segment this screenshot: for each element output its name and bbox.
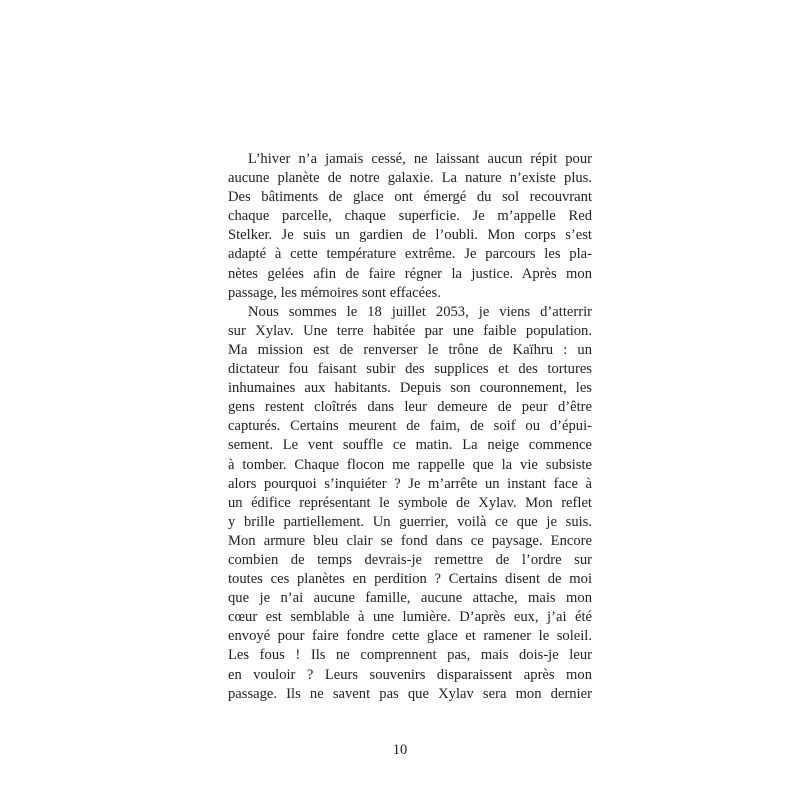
text-line: que je n’ai aucune famille, aucune attache, mais mon xyxy=(228,590,592,607)
text-line: gens restent cloîtrés dans leur demeure de peur d’être xyxy=(228,399,592,416)
text-line: combien de temps devrais-je remettre de l’ordre sur xyxy=(228,551,592,568)
text-line: L’hiver n’a jamais cessé, ne laissant aucun répit pour xyxy=(248,151,592,167)
text-line: y brille partiellement. Un guerrier, voilà ce que je suis. xyxy=(228,513,592,530)
text-line: chaque parcelle, chaque superficie. Je m’appelle Red xyxy=(228,208,592,225)
text-line: un édifice représentant le symbole de Xylav. Mon reflet xyxy=(228,494,592,511)
text-line: adapté à cette température extrême. Je parcours les pla- xyxy=(228,246,592,263)
text-line: Nous sommes le 18 juillet 2053, je viens d’atterrir xyxy=(248,303,592,320)
text-line: Les fous ! Ils ne comprennent pas, mais dois-je leur xyxy=(228,647,592,664)
text-line: sement. Le vent souffle ce matin. La neige commence xyxy=(228,437,592,454)
text-line: nètes gelées afin de faire régner la justice. Après mon xyxy=(228,265,592,282)
text-line: Des bâtiments de glace ont émergé du sol recouvrant xyxy=(228,189,592,206)
text-line: Stelker. Je suis un gardien de l’oubli. Mon corps s’est xyxy=(228,227,592,244)
page-number: 10 xyxy=(392,742,408,758)
body-text xyxy=(228,150,592,704)
text-line: cœur est semblable à une lumière. D’après eux, j’ai été xyxy=(228,609,592,626)
text-line: en vouloir ? Leurs souvenirs disparaissent après mon xyxy=(228,666,592,683)
text-line: Ma mission est de renverser le trône de Kaïhru : un xyxy=(228,341,592,358)
text-line: Mon armure bleu clair se fond dans ce paysage. Encore xyxy=(228,532,592,549)
text-line: sur Xylav. Une terre habitée par une faible population. xyxy=(228,322,592,339)
text-line: aucune planète de notre galaxie. La nature n’existe plus. xyxy=(228,170,592,187)
text-line: passage. Ils ne savent pas que Xylav sera mon dernier xyxy=(228,685,592,702)
text-line: à tomber. Chaque flocon me rappelle que la vie subsiste xyxy=(228,456,592,473)
text-line: passage, les mémoires sont effacées. xyxy=(228,284,441,301)
text-line: alors pourquoi s’inquiéter ? Je m’arrête un instant face à xyxy=(228,475,592,492)
text-line: dictateur fou faisant subir des supplices et des tortures xyxy=(228,361,592,378)
text-line: envoyé pour faire fondre cette glace et ramener le soleil. xyxy=(228,628,592,645)
text-line: toutes ces planètes en perdition ? Certains disent de moi xyxy=(228,571,592,588)
text-line: inhumaines aux habitants. Depuis son couronnement, les xyxy=(228,380,592,397)
text-line: capturés. Certains meurent de faim, de soif ou d’épui- xyxy=(228,418,592,435)
